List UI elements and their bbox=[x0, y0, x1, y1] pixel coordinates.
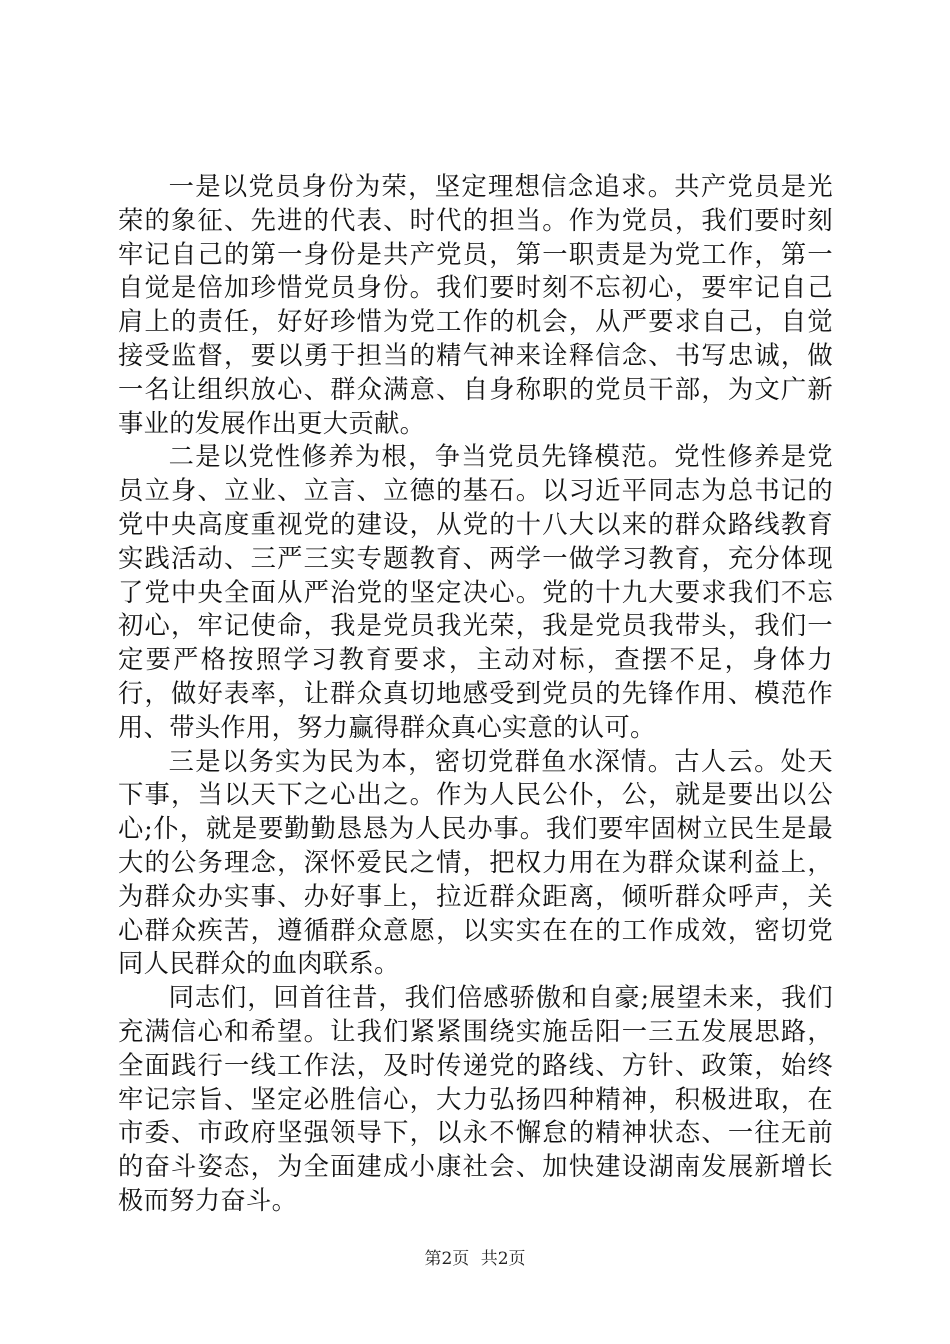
page-total: 共2页 bbox=[480, 1249, 526, 1269]
paragraph-closing: 同志们，回首往昔，我们倍感骄傲和自豪;展望未来，我们充满信心和希望。让我们紧紧围绕实施岳阳一三五发展思路，全面践行一线工作法，及时传递党的路线、方针、政策，始终牢记宗旨、坚定必胜信心，大力弘扬四种精神，积极进取，在市委、市政府坚强领导下，以永不懈怠的精神状态、一往无前的奋斗姿态，为全面建成小康社会、加快建设湖南发展新增长极而努力奋斗。 bbox=[118, 983, 833, 1215]
page-footer bbox=[0, 1244, 950, 1269]
page-number: 第2页 bbox=[424, 1249, 470, 1269]
document-body bbox=[118, 170, 833, 1218]
paragraph-party-spirit: 二是以党性修养为根，争当党员先锋模范。党性修养是党员立身、立业、立言、立德的基石。以习近平同志为总书记的党中央高度重视党的建设，从党的十八大以来的群众路线教育实践活动、三严三实专题教育、两学一做学习教育，充分体现了党中央全面从严治党的坚定决心。党的十九大要求我们不忘初心，牢记使命，我是党员我光荣，我是党员我带头，我们一定要严格按照学习教育要求，主动对标，查摆不足，身体力行，做好表率，让群众真切地感受到党员的先锋作用、模范作用、带头作用，努力赢得群众真心实意的认可。 bbox=[118, 442, 833, 742]
paragraph-party-identity: 一是以党员身份为荣，坚定理想信念追求。共产党员是光荣的象征、先进的代表、时代的担当。作为党员，我们要时刻牢记自己的第一身份是共产党员，第一职责是为党工作，第一自觉是倍加珍惜党员身份。我们要时刻不忘初心，要牢记自己肩上的责任，好好珍惜为党工作的机会，从严要求自己，自觉接受监督，要以勇于担当的精气神来诠释信念、书写忠诚，做一名让组织放心、群众满意、自身称职的党员干部，为文广新事业的发展作出更大贡献。 bbox=[118, 172, 833, 438]
paragraph-serve-people: 三是以务实为民为本，密切党群鱼水深情。古人云。处天下事，当以天下之心出之。作为人民公仆，公，就是要出以公心;仆，就是要勤勤恳恳为人民办事。我们要牢固树立民生是最大的公务理念，深怀爱民之情，把权力用在为群众谋利益上，为群众办实事、办好事上，拉近群众距离，倾听群众呼声，关心群众疾苦，遵循群众意愿，以实实在在的工作成效，密切党同人民群众的血肉联系。 bbox=[118, 746, 833, 979]
